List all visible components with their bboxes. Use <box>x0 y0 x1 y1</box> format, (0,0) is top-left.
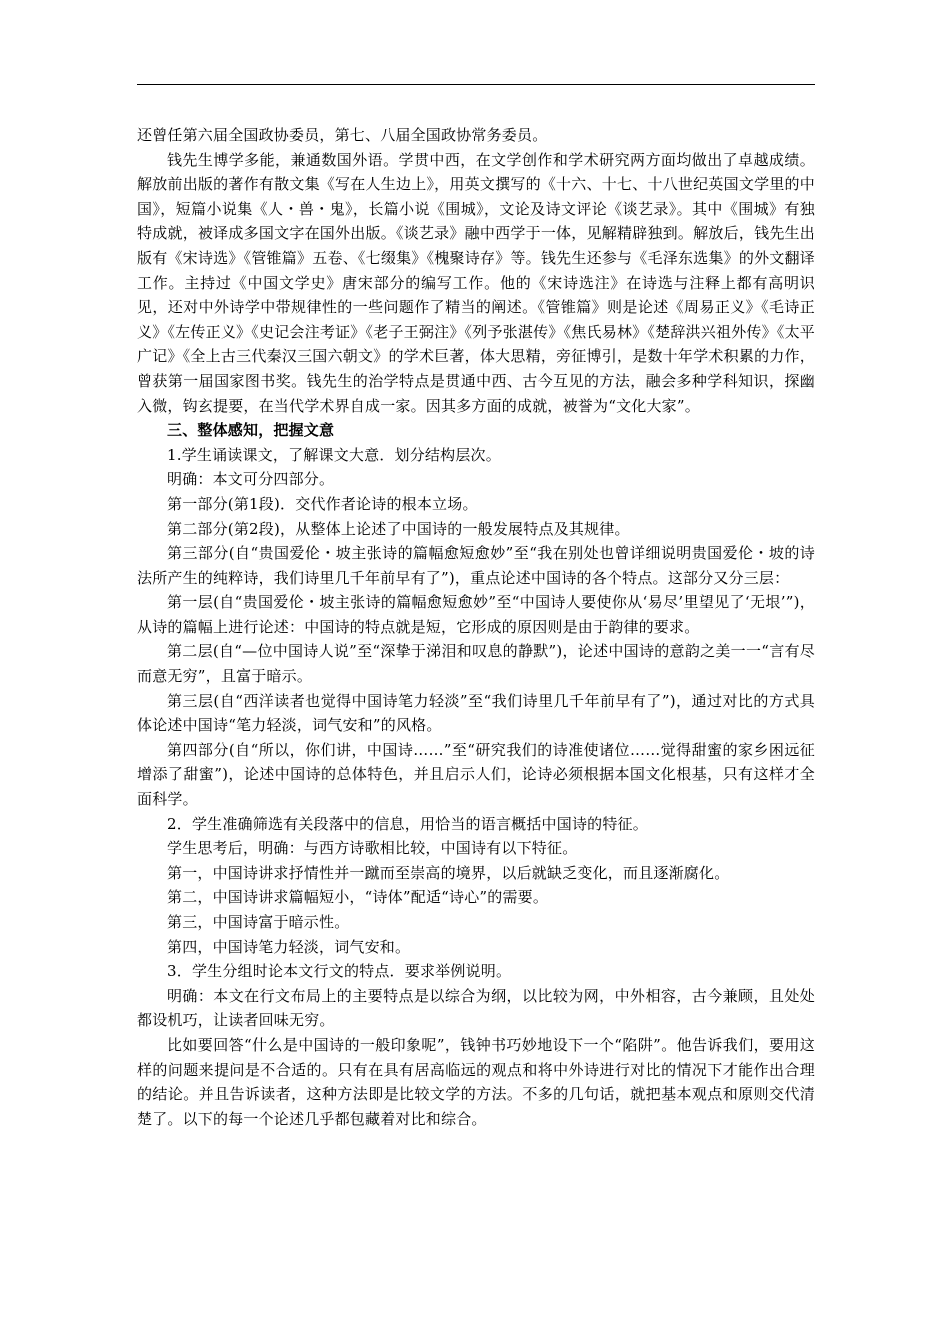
paragraph-21: 比如要回答“什么是中国诗的一般印象呢”，钱钟书巧妙地设下一个“陷阱”。他告诉我们，要用这样的问题来提问是不合适的。只有在具有居高临远的观点和将中外诗进行对比的情况下才能作出合理的结论。并且告诉读者，这种方法即是比较文学的方法。不多的几句话，就把基本观点和原则交代清楚了。以下的每一个论述几乎都包藏着对比和综合。 <box>137 1035 815 1128</box>
paragraph-1: 还曾任第六届全国政协委员，第七、八届全国政协常务委员。 <box>137 126 548 144</box>
paragraph-5: 明确：本文可分四部分。 <box>167 470 335 489</box>
paragraph-13: 2．学生准确筛选有关段落中的信息，用恰当的语言概括中国诗的特征。 <box>167 814 648 833</box>
paragraph-14: 学生思考后，明确：与西方诗歌相比较，中国诗有以下特征。 <box>167 839 578 858</box>
paragraph-4: 1.学生诵读课文，了解课文大意．划分结构层次。 <box>167 445 501 464</box>
paragraph-12: 第四部分(自“所以，你们讲，中国诗……”至“研究我们的诗准使诸位……觉得甜蜜的家乡困远征增添了甜蜜”)，论述中国诗的总体特色，并且启示人们，论诗必须根据本国文化根基，只有这样才全面科学。 <box>137 740 815 809</box>
section-heading: 三、整体感知，把握文意 <box>167 421 335 440</box>
paragraph-18: 第四，中国诗笔力轻淡，词气安和。 <box>167 937 411 956</box>
paragraph-9: 第一层(自“贵国爱伦・坡主张诗的篇幅愈短愈妙”至“中国诗人要使你从‘易尽’里望见了‘无垠’”)，从诗的篇幅上进行论述：中国诗的特点就是短，它形成的原因则是由于韵律的要求。 <box>137 593 815 636</box>
paragraph-17: 第三，中国诗富于暗示性。 <box>167 913 350 931</box>
header-rule <box>137 84 815 85</box>
paragraph-20: 明确：本文在行文布局上的主要特点是以综合为纲，以比较为网，中外相容，古今兼顾，且处处都设机巧，让读者回味无穷。 <box>137 986 815 1030</box>
paragraph-10: 第二层(自“—位中国诗人说”至“深挚于涕泪和叹息的静默”)，论述中国诗的意韵之美一一“言有尽而意无穷”，且富于暗示。 <box>137 642 815 686</box>
paragraph-19: 3．学生分组时论本文行文的特点．要求举例说明。 <box>167 962 512 981</box>
paragraph-8: 第三部分(自“贵国爱伦・坡主张诗的篇幅愈短愈妙”至“我在别处也曾详细说明贵国爱伦・坡的诗法所产生的纯粹诗，我们诗里几千年前早有了”)，重点论述中国诗的各个特点。这部分又分三层： <box>137 544 815 587</box>
document-body <box>137 123 815 1131</box>
paragraph-7: 第二部分(第2段)，从整体上论述了中国诗的一般发展特点及其规律。 <box>167 519 630 538</box>
paragraph-2: 钱先生博学多能，兼通数国外语。学贯中西，在文学创作和学术研究两方面均做出了卓越成绩。解放前出版的著作有散文集《写在人生边上》，用英文撰写的《十六、十七、十八世纪英国文学里的中国》，短篇小说集《人・兽・鬼》，长篇小说《围城》，文论及诗文评论《谈艺录》。其中《围城》有独特成就，被译成多国文字在国外出版。《谈艺录》融中西学于一体，见解精辟独到。解放后，钱先生出版有《宋诗选》《管锥篇》五卷、《七缀集》《槐聚诗存》等。钱先生还参与《毛泽东选集》的外文翻译工作。主持过《中国文学史》唐宋部分的编写工作。他的《宋诗选注》在诗选与注释上都有高明识见，还对中外诗学中带规律性的一些问题作了精当的阐述。《管锥篇》则是论述《周易正义》《毛诗正义》《左传正义》《史记会注考证》《老子王弼注》《列予张湛传》《焦氏易林》《楚辞洪兴祖外传》《太平广记》《全上古三代秦汉三国六朝文》的学术巨著，体大思精，旁征博引，是数十年学术积累的力作，曾获第一届国家图书奖。钱先生的治学特点是贯通中西、古今互见的方法，融会多种学科知识，探幽入微，钩玄提要，在当代学术界自成一家。因其多方面的成就，被誉为“文化大家”。 <box>137 150 815 415</box>
paragraph-11: 第三层(自“西洋读者也觉得中国诗笔力轻淡”至“我们诗里几千年前早有了”)，通过对比的方式具体论述中国诗“笔力轻淡，词气安和”的风格。 <box>137 691 815 735</box>
paragraph-15: 第一，中国诗讲求抒情性并一蹴而至崇高的境界，以后就缺乏变化，而且逐渐腐化。 <box>167 863 730 882</box>
paragraph-16: 第二，中国诗讲求篇幅短小，“诗体”配适“诗心”的需要。 <box>167 888 549 907</box>
paragraph-6: 第一部分(第1段)．交代作者论诗的根本立场。 <box>167 494 478 513</box>
